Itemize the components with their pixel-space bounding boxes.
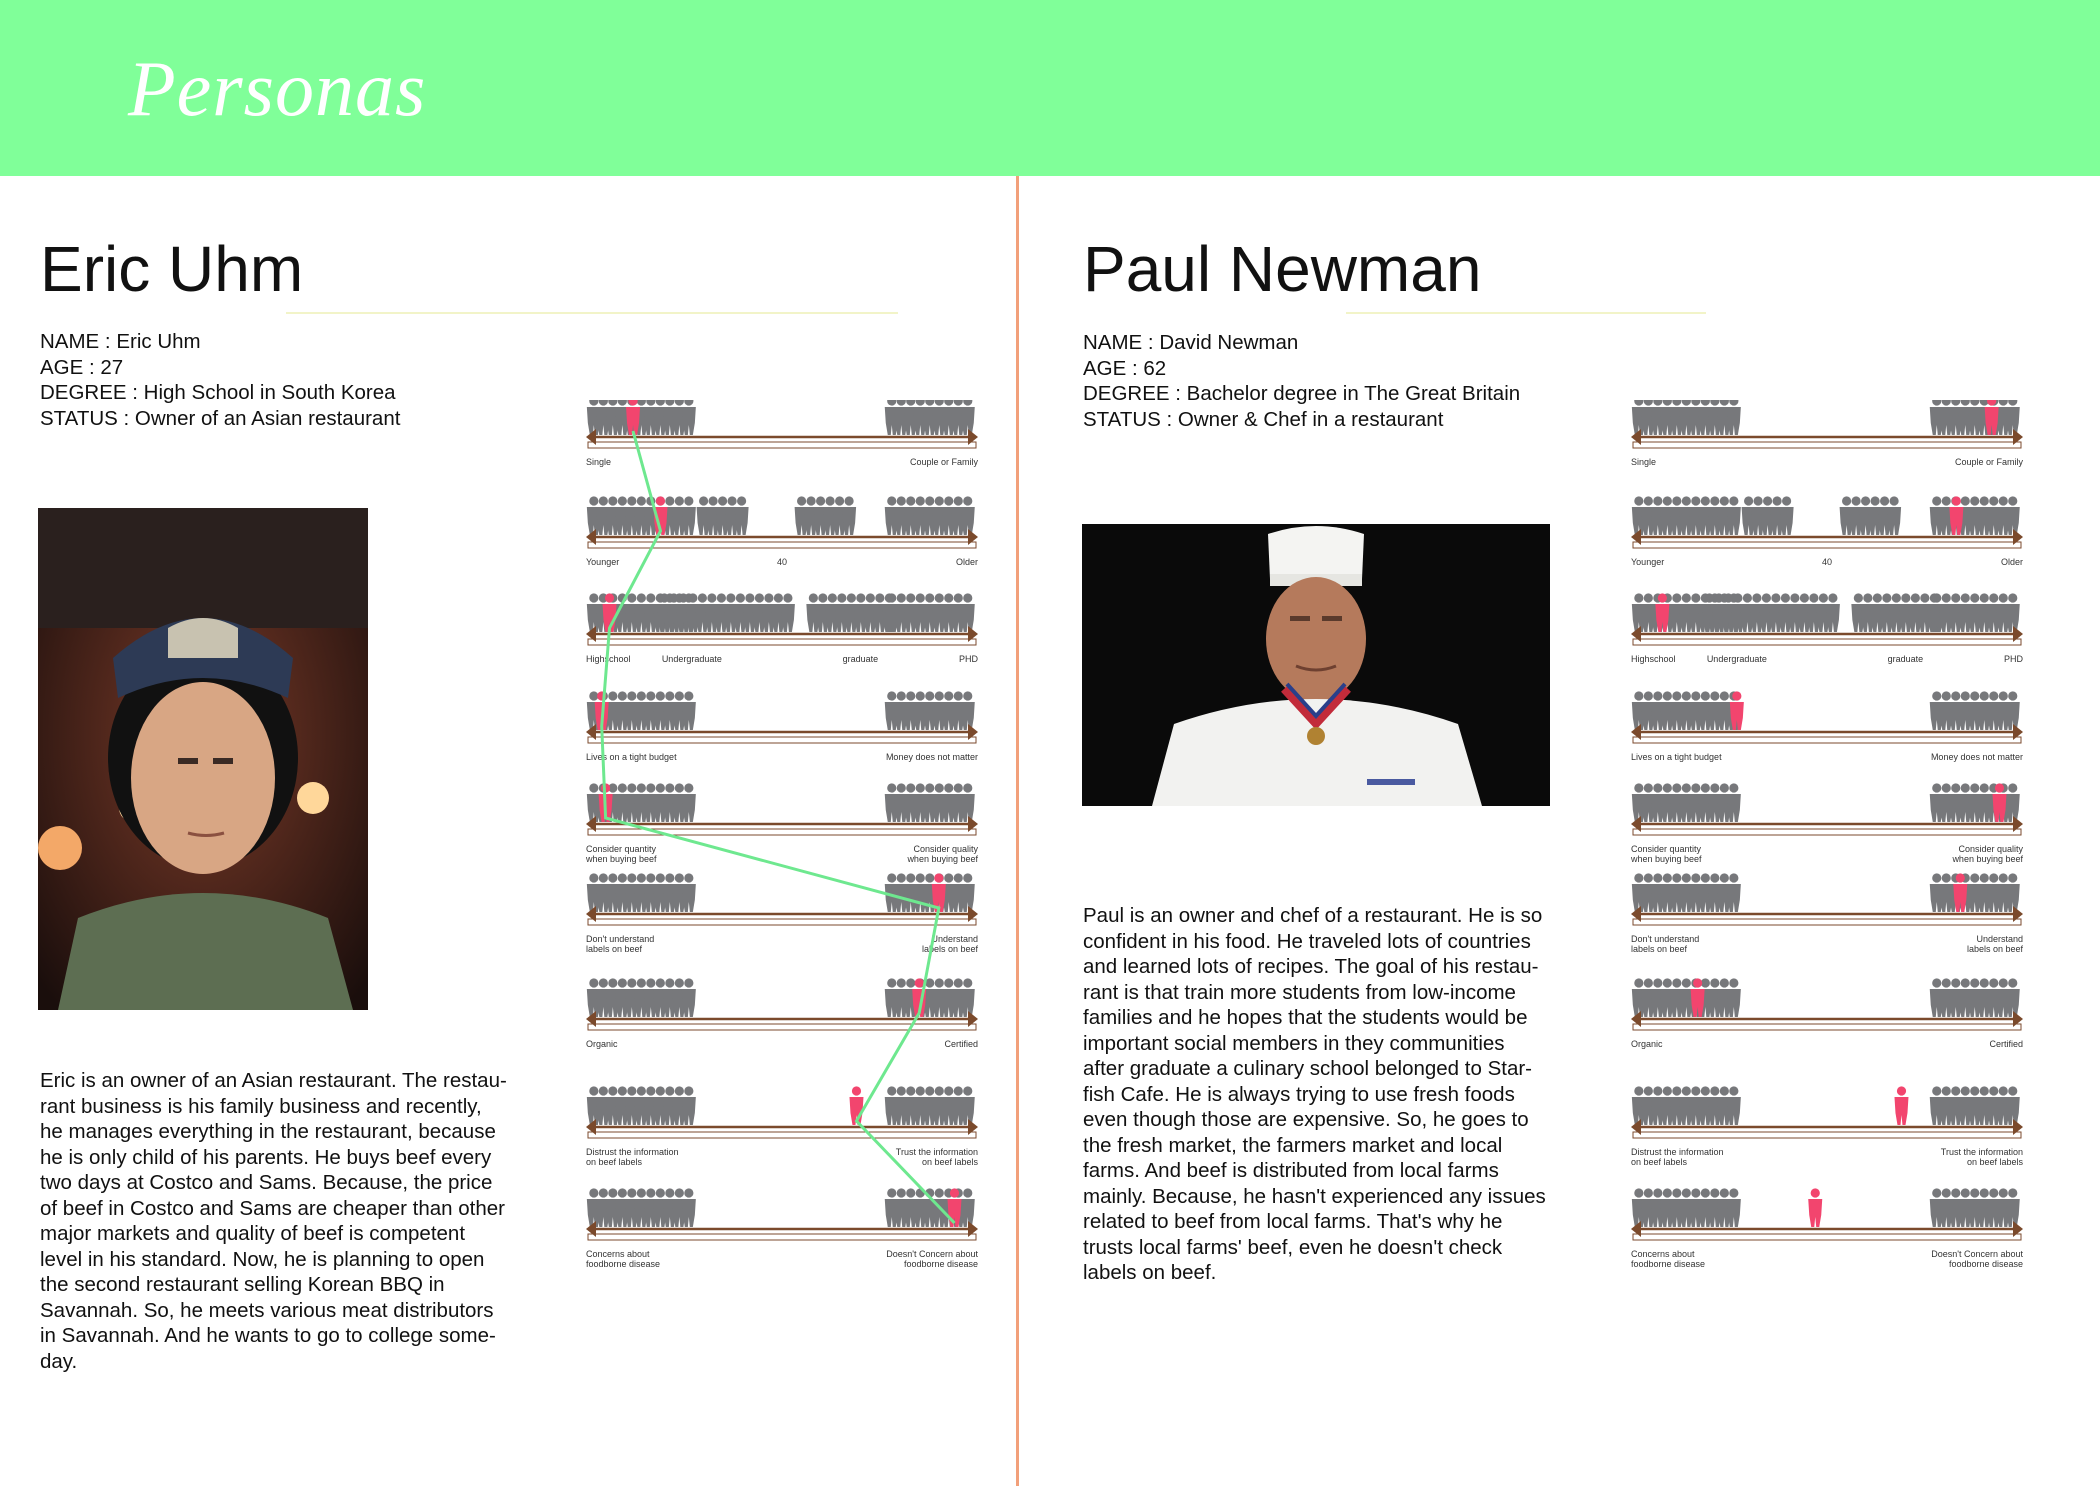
scale-mid-label: Undergraduate — [1706, 654, 1767, 664]
scale-right-label: Trust the information — [1940, 1147, 2023, 1157]
scale-mid-label: 40 — [776, 557, 788, 567]
scale-right-label: when buying beef — [907, 854, 978, 864]
bio-line: confident in his food. He traveled lots of countries — [1083, 929, 1531, 953]
scale-right-label: Certified — [1989, 1039, 2023, 1049]
crowd-figure-icon — [682, 873, 696, 912]
scale-bar — [1633, 1234, 2021, 1240]
scale-right-label: Older — [2000, 557, 2023, 567]
crowd-figure-icon — [2006, 593, 2020, 632]
crowd-figure-icon — [781, 593, 795, 632]
scale-row — [586, 1086, 978, 1167]
scale-right-label: foodborne disease — [1948, 1259, 2023, 1269]
scale-bar — [1633, 542, 2021, 548]
scale-left-label: on beef labels — [586, 1157, 643, 1167]
bio-line: two days at Costco and Sams. Because, the price — [40, 1171, 493, 1194]
info-status: STATUS : Owner & Chef in a restaurant — [1083, 407, 1444, 431]
info-name: NAME : Eric Uhm — [40, 330, 201, 353]
crowd-figure-icon — [842, 496, 856, 535]
scale-left-label: Single — [586, 457, 612, 467]
scale-left-label: labels on beef — [586, 944, 643, 954]
scale-right-label: Doesn't Concern about — [1931, 1249, 2023, 1259]
crowd-figure-icon — [1727, 873, 1741, 912]
bio-line: he is only child of his parents. He buys beef every — [40, 1145, 492, 1169]
page-divider — [1016, 176, 1019, 1486]
scale-row — [1630, 783, 2023, 864]
info-age: AGE : 27 — [40, 355, 124, 379]
scale-bar — [588, 542, 976, 548]
crowd-figure-icon — [2006, 978, 2020, 1017]
highlighted-person-icon — [1808, 1188, 1822, 1227]
heading-rule — [1346, 312, 1706, 314]
crowd-figure-icon — [2006, 783, 2020, 822]
crowd-figure-icon — [2006, 496, 2020, 535]
scale-mid-label: Undergraduate — [661, 654, 722, 664]
scale-right-label: Understand — [1976, 934, 2023, 944]
persona-scales — [1625, 400, 2035, 1300]
scale-left-label: Lives on a tight budget — [1631, 752, 1722, 762]
scale-bar — [588, 1132, 976, 1138]
crowd-figure-icon — [682, 783, 696, 822]
bio-line: fish Cafe. He is always trying to use fresh foods — [1083, 1082, 1515, 1106]
crowd-figure-icon — [961, 783, 975, 822]
bio-line: of beef in Costco and Sams are cheaper than other — [40, 1196, 505, 1220]
bio-line: and learned lots of recipes. The goal of his restau- — [1083, 955, 1539, 978]
scale-bar — [588, 1234, 976, 1240]
crowd-figure-icon — [961, 593, 975, 632]
bio-line: Paul is an owner and chef of a restaurant. He is so — [1083, 904, 1543, 927]
crowd-figure-icon — [1727, 1086, 1741, 1125]
crowd-figure-icon — [1727, 783, 1741, 822]
scale-right-label: labels on beef — [1966, 944, 2023, 954]
crowd-figure-icon — [2006, 1086, 2020, 1125]
scale-bar — [588, 919, 976, 925]
crowd-figure-icon — [682, 1188, 696, 1227]
crowd-figure-icon — [682, 978, 696, 1017]
bio-line: rant business is his family business and recently, — [40, 1094, 482, 1118]
scale-right-label: Money does not matter — [1930, 752, 2023, 762]
scale-left-label: Highschool — [586, 654, 631, 664]
scale-mid-label: graduate — [1887, 654, 1924, 664]
scale-row — [1631, 593, 2023, 664]
scale-right-label: Understand — [931, 934, 978, 944]
scale-bar — [588, 639, 976, 645]
scale-left-label: Highschool — [1631, 654, 1676, 664]
crowd-figure-icon — [961, 1188, 975, 1227]
scale-left-label: when buying beef — [1631, 854, 1702, 864]
info-age: AGE : 62 — [1083, 356, 1167, 380]
crowd-figure-icon — [682, 496, 696, 535]
crowd-figure-icon — [735, 496, 749, 535]
scale-row — [1631, 873, 2023, 954]
scale-right-label: labels on beef — [921, 944, 978, 954]
info-status: STATUS : Owner of an Asian restaurant — [40, 406, 401, 430]
persona-bio — [40, 1068, 507, 1374]
scale-row — [585, 783, 978, 864]
bio-line: mainly. Because, he hasn't experienced any issues — [1083, 1184, 1546, 1208]
bio-line: after graduate a culinary school belonged to Star- — [1083, 1057, 1532, 1080]
bio-line: trusts local farms' beef, even he doesn't check — [1083, 1235, 1503, 1259]
crowd-figure-icon — [961, 691, 975, 730]
scale-left-label: Organic — [1631, 1039, 1663, 1049]
scale-left-label: when buying beef — [586, 854, 657, 864]
crowd-figure-icon — [961, 978, 975, 1017]
scale-left-label: Lives on a tight budget — [586, 752, 677, 762]
scale-right-label: Doesn't Concern about — [886, 1249, 978, 1259]
crowd-figure-icon — [961, 496, 975, 535]
persona-info — [1083, 330, 1520, 432]
scale-row — [586, 593, 978, 664]
bio-line: families and he hopes that the students would be — [1083, 1006, 1528, 1029]
scale-right-label: on beef labels — [921, 1157, 978, 1167]
scale-left-label: Organic — [586, 1039, 618, 1049]
scale-left-label: Single — [1631, 457, 1657, 467]
crowd-figure-icon — [2006, 873, 2020, 912]
scale-bar — [1633, 639, 2021, 645]
crowd-figure-icon — [1887, 496, 1901, 535]
scale-right-label: Couple or Family — [1954, 457, 2023, 467]
scale-right-label: Money does not matter — [885, 752, 978, 762]
bio-line: the fresh market, the farmers market and local — [1083, 1133, 1503, 1157]
scale-right-label: Consider quality — [913, 844, 978, 854]
heading-rule — [286, 312, 898, 314]
scale-right-label: foodborne disease — [903, 1259, 978, 1269]
scale-right-label: Consider quality — [1958, 844, 2023, 854]
scale-bar — [1633, 1024, 2021, 1030]
scale-left-label: Don't understand — [1631, 934, 1700, 944]
scale-bar — [1633, 737, 2021, 743]
crowd-figure-icon — [1727, 496, 1741, 535]
bio-line: level in his standard. Now, he is planning to open — [40, 1247, 485, 1271]
scale-bar — [1633, 1132, 2021, 1138]
bio-line: even though those are expensive. So, he goes to — [1083, 1108, 1529, 1131]
crowd-figure-icon — [961, 873, 975, 912]
scale-left-label: Don't understand — [586, 934, 655, 944]
crowd-figure-icon — [2006, 691, 2020, 730]
bio-line: major markets and quality of beef is competent — [40, 1222, 466, 1245]
page-header — [0, 0, 2100, 176]
scale-right-label: Certified — [944, 1039, 978, 1049]
scale-left-label: Consider quantity — [586, 844, 657, 854]
persona-bio — [1083, 903, 1546, 1286]
scale-left-label: foodborne disease — [1631, 1259, 1706, 1269]
scale-row — [586, 1188, 978, 1269]
scale-bar — [588, 1024, 976, 1030]
scale-mid-label: 40 — [1821, 557, 1833, 567]
scale-bar — [1633, 919, 2021, 925]
bio-line: labels on beef. — [1083, 1261, 1217, 1284]
crowd-figure-icon — [961, 1086, 975, 1125]
scale-bar — [1633, 829, 2021, 835]
bio-line: he manages everything in the restaurant, because — [40, 1120, 496, 1143]
scale-row — [1631, 691, 2023, 762]
crowd-figure-icon — [1727, 1188, 1741, 1227]
bio-line: in Savannah. And he wants to go to college some- — [40, 1324, 496, 1347]
scale-bar — [588, 737, 976, 743]
crowd-figure-icon — [2006, 1188, 2020, 1227]
bio-line: rant is that train more students from low-income — [1083, 980, 1516, 1004]
portrait-photo-icon — [1082, 524, 1550, 806]
persona-photo — [38, 508, 368, 1010]
scale-mid-label: graduate — [842, 654, 879, 664]
info-name: NAME : David Newman — [1083, 331, 1299, 354]
scale-right-label: PHD — [2003, 654, 2023, 664]
scale-right-label: when buying beef — [1952, 854, 2023, 864]
scale-left-label: Distrust the information — [1631, 1147, 1724, 1157]
scale-left-label: Concerns about — [1631, 1249, 1695, 1259]
scale-right-label: Trust the information — [895, 1147, 978, 1157]
crowd-figure-icon — [682, 691, 696, 730]
crowd-figure-icon — [1780, 496, 1794, 535]
bio-line: important social members in they communities — [1083, 1031, 1505, 1055]
scale-right-label: PHD — [958, 654, 978, 664]
scale-left-label: foodborne disease — [586, 1259, 661, 1269]
scale-row — [586, 873, 978, 954]
scale-row — [1631, 1086, 2023, 1167]
scale-left-label: on beef labels — [1631, 1157, 1688, 1167]
scale-left-label: Distrust the information — [586, 1147, 679, 1157]
persona-scales — [580, 400, 990, 1300]
scale-row — [1631, 978, 2023, 1049]
bio-line: Eric is an owner of an Asian restaurant. The restau- — [40, 1069, 507, 1092]
bio-line: farms. And beef is distributed from local farms — [1083, 1159, 1499, 1182]
highlighted-person-icon — [1894, 1086, 1908, 1125]
scale-left-label: Concerns about — [586, 1249, 650, 1259]
scale-left-label: labels on beef — [1631, 944, 1688, 954]
scale-row — [586, 496, 978, 567]
crowd-figure-icon — [682, 1086, 696, 1125]
info-degree: DEGREE : Bachelor degree in The Great Britain — [1083, 382, 1521, 405]
info-degree: DEGREE : High School in South Korea — [40, 381, 396, 404]
scale-right-label: Older — [955, 557, 978, 567]
scale-right-label: Couple or Family — [909, 457, 978, 467]
persona-name-heading: Eric Uhm — [40, 233, 304, 305]
scale-right-label: on beef labels — [1966, 1157, 2023, 1167]
scale-left-label: Younger — [1631, 557, 1665, 567]
scale-row — [1631, 496, 2023, 567]
bio-line: day. — [40, 1349, 78, 1373]
crowd-figure-icon — [1727, 978, 1741, 1017]
scale-left-label: Younger — [586, 557, 620, 567]
scale-left-label: Consider quantity — [1631, 844, 1702, 854]
portrait-photo-icon — [38, 508, 368, 1010]
persona-photo — [1082, 524, 1550, 806]
bio-line: Savannah. So, he meets various meat distributors — [40, 1298, 494, 1322]
persona-info — [40, 329, 400, 431]
persona-name-heading: Paul Newman — [1083, 233, 1482, 305]
crowd-figure-icon — [1826, 593, 1840, 632]
scale-row — [586, 691, 978, 762]
bio-line: the second restaurant selling Korean BBQ in — [40, 1273, 445, 1296]
bio-line: related to beef from local farms. That's why he — [1083, 1210, 1503, 1233]
scale-row — [586, 400, 978, 467]
page-title: Personas — [128, 45, 427, 132]
scale-bar — [588, 442, 976, 448]
scale-row — [1631, 1188, 2023, 1269]
scale-row — [1631, 400, 2023, 467]
scale-bar — [1633, 442, 2021, 448]
